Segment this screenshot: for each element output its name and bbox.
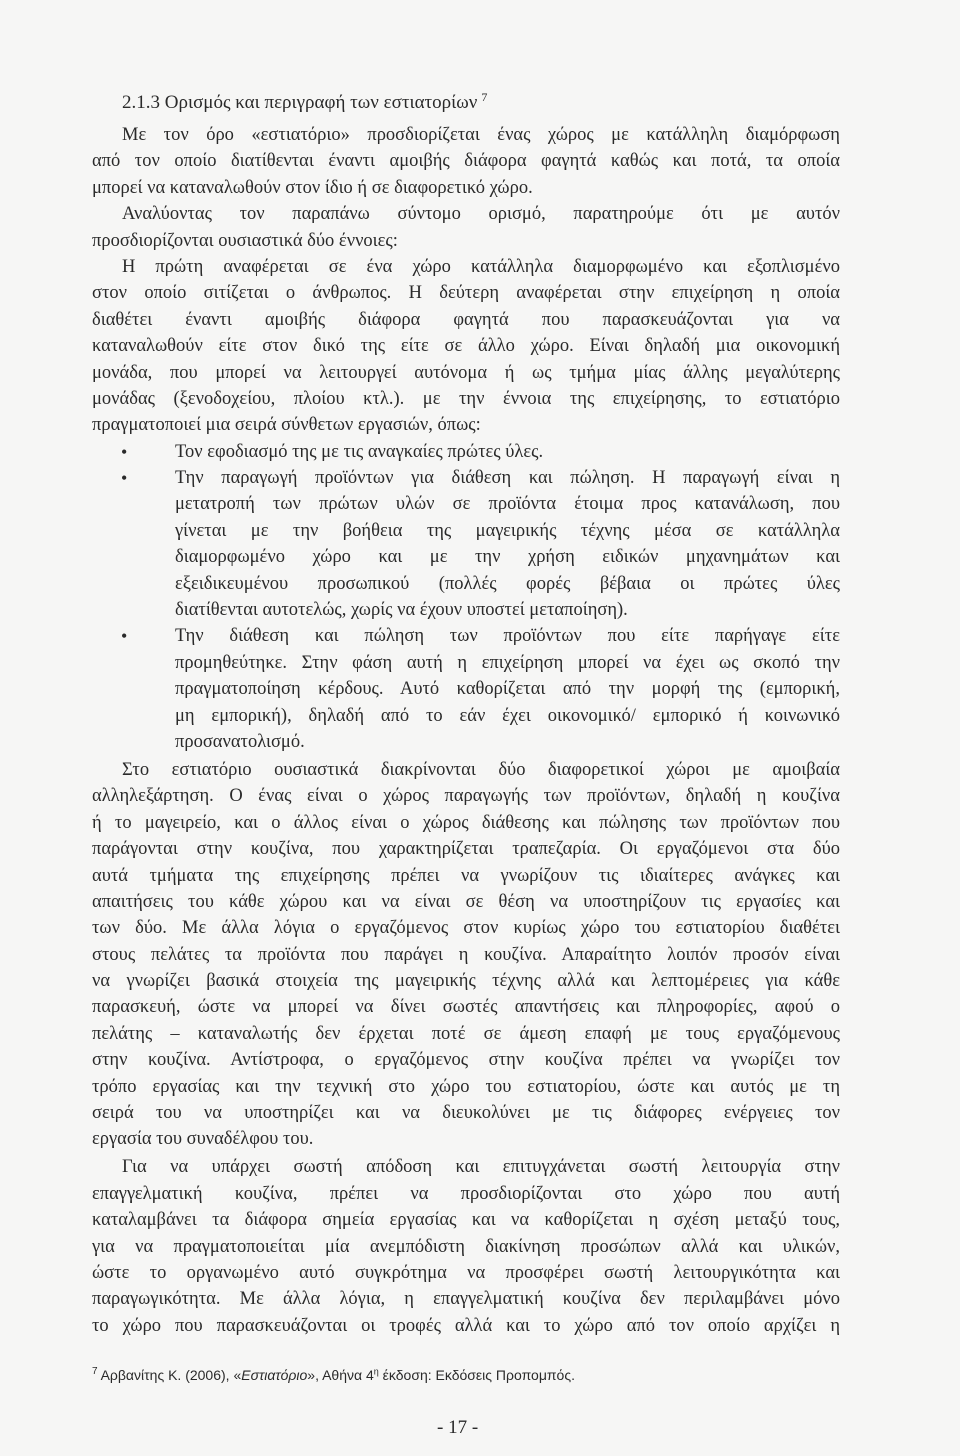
text-line: να γνωρίζει βασικά στοιχεία της μαγειρικής τέχνης αλλά και λεπτομέρειες για κάθε [92,971,840,992]
text-line: μπορεί να καταναλωθούν στον ίδιο ή σε διαφορετικό χώρο. [92,177,533,198]
footnote-marker: 7 [92,1366,98,1378]
paragraph-professional-kitchen [92,1154,840,1339]
section-heading-text: 2.1.3 Ορισμός και περιγραφή των εστιατορίων [122,92,478,113]
text-line: προσδιορίζονται ουσιαστικά δύο έννοιες: [92,230,398,251]
text-line: Τον εφοδιασμό της με τις αναγκαίες πρώτες ύλες. [175,441,544,462]
text-line: μονάδας (ξενοδοχείου, πλοίου κτλ.). με την έννοια της επιχείρησης, το εστιατόριο [92,388,840,409]
text-line: Η πρώτη αναφέρεται σε ένα χώρο κατάλληλα διαμορφωμένο και εξοπλισμένο [122,256,840,277]
footnote-reference: 7 [481,89,488,104]
footnote-edition-suffix: η [373,1366,379,1377]
footnote [92,1365,575,1385]
text-line: στον οποίο σιτίζεται ο άνθρωπος. Η δεύτερη αναφέρεται στην επιχείρηση η οποία [92,283,840,304]
text-line: προσανατολισμό. [175,731,305,752]
section-heading [122,90,487,116]
page-number: - 17 - [437,1417,479,1438]
text-line: σειρά του να υποστηρίζει και να διευκολύνει με τις διάφορες ενέργειες τον [92,1103,840,1124]
text-line: διαθέτει έναντι αμοιβής διάφορα φαγητά που παρασκευάζονται για να [92,309,840,330]
text-line: Με τον όρο «εστιατόριο» προσδιορίζεται ένας χώρος με κατάλληλη διαμόρφωση [122,125,840,145]
text-line: διατίθενται αυτοτελώς, χωρίς να έχουν υποστεί μεταποίηση). [175,600,628,621]
text-line: πελάτης – καταναλωτής δεν έρχεται ποτέ σε άμεση επαφή με τους εργαζόμενους [92,1023,840,1044]
list-item [92,439,840,465]
bullet-icon [121,623,127,649]
text-line: παρασκευή, ώστε να μπορεί να δίνει σωστές απαντήσεις και πληροφορίες, αφού ο [92,997,840,1018]
text-line: επαγγελματική κουζίνα, πρέπει να προσδιορίζονται στο χώρο που αυτή [92,1183,840,1204]
list-item [92,465,840,623]
text-line: Στο εστιατόριο ουσιαστικά διακρίνονται δύο διαφορετικοί χώροι με αμοιβαία [122,759,840,780]
text-line: διαμορφωμένο χώρο και με την χρήση ειδικών μηχανημάτων και [175,547,840,568]
list-item [92,623,840,755]
paragraph-two-concepts [92,254,840,439]
text-line: το χώρο που παρασκευάζονται οι τροφές αλλά και το χώρο από τον οποίο αρχίζει η [92,1315,840,1336]
text-line: μονάδα, που μπορεί να λειτουργεί αυτόνομα ή ως τμήμα μίας άλλης μεγαλύτερης [92,362,840,383]
text-line: ώστε το οργανωμένο αυτό συγκρότημα να προσφέρει σωστή λειτουργικότητα και [92,1262,840,1283]
text-line: στους πελάτες τα προϊόντα που παράγει η κουζίνα. Απαραίτητο λοιπόν προσόν είναι [92,944,840,965]
paragraph-analysis [92,201,840,254]
bullet-list [92,439,840,756]
text-line: παράγονται στην κουζίνα, που χαρακτηρίζεται τραπεζαρία. Οι εργαζόμενοι στα δύο [92,839,840,860]
text-line: των δύο. Με άλλα λόγια ο εργαζόμενος στον κυρίως χώρο του εστιατορίου διαθέτει [92,918,840,939]
paragraph-restaurant-areas [92,757,840,1153]
text-line: παραγωγικότητα. Με άλλα λόγια, η επαγγελματική κουζίνα δεν περιλαμβάνει μόνο [92,1289,840,1310]
bullet-icon [121,439,127,465]
text-line: απαιτήσεις του κάθε χώρου και να είναι σε θέση να υποστηρίζουν τις εργασίες και [92,891,840,912]
text-line: προμηθεύτηκε. Στην φάση αυτή η επιχείρηση μπορεί να έχει ως σκοπό την [175,652,840,673]
text-line: για να πραγματοποιείται μία ανεμπόδιστη διακίνηση προσώπων αλλά και υλικών, [92,1236,840,1257]
text-line: Την παραγωγή προϊόντων για διάθεση και πώληση. Η παραγωγή είναι η [175,468,840,489]
text-line: μη εμπορική), δηλαδή από το εάν έχει οικονομικό/ εμπορικό ή κοινωνικό [175,705,840,726]
text-line: Για να υπάρχει σωστή απόδοση και επιτυγχάνεται σωστή λειτουργία στην [122,1157,840,1178]
text-line: μετατροπή των πρώτων υλών σε προϊόντα έτοιμα προς κατανάλωση, που [175,494,840,515]
text-line: Αναλύοντας τον παραπάνω σύντομο ορισμό, παρατηρούμε ότι με αυτόν [122,204,840,225]
text-line: εξειδικευμένου προσωπικού (πολλές φορές βέβαια οι πρώτες ύλες [175,573,840,594]
text-line: από τον οποίο διατίθενται έναντι αμοιβής διάφορα φαγητά καθώς και ποτά, τα οποία [92,151,840,172]
bullet-icon [121,465,127,491]
footnote-text-mid: », Αθήνα 4 [307,1367,374,1383]
text-line: τρόπο εργασίας και την τεχνική στο χώρο του εστιατορίου, ώστε και αυτός με τη [92,1076,840,1097]
text-line: εργασία του συναδέλφου του. [92,1129,314,1150]
text-line: πραγματοποίηση κέρδους. Αυτό καθορίζεται από την μορφή της (εμπορική, [175,679,840,700]
body-text [92,122,840,1339]
text-line: καταναλωθούν είτε στον δικό της είτε σε άλλο χώρο. Είναι δηλαδή μια οικονομική [92,336,840,357]
footnote-book-title: Εστιατόριο [241,1367,308,1383]
text-line: στην κουζίνα. Αντίστροφα, ο εργαζόμενος στην κουζίνα πρέπει να γνωρίζει τον [92,1050,840,1071]
text-line: αλληλεξάρτηση. Ο ένας είναι ο χώρος παραγωγής των προϊόντων, δηλαδή η κουζίνα [92,786,840,807]
text-line: γίνεται με την βοήθεια της μαγειρικής τέχνης μέσα σε κατάλληλα [175,520,840,541]
text-line: πραγματοποιεί μια σειρά σύνθετων εργασιών, όπως: [92,415,481,436]
footnote-text-after: έκδοση: Εκδόσεις Προπομπός. [378,1367,575,1383]
text-line: καταλαμβάνει τα διάφορα σημεία εργασίας και να καθορίζεται η σχέση μεταξύ τους, [92,1210,840,1231]
text-line: ή το μαγειρείο, και ο άλλος είναι ο χώρος διάθεσης και πώλησης των προϊόντων που [92,812,840,833]
text-line: αυτά τμήματα της επιχείρησης πρέπει να γνωρίζουν τις ιδιαίτερες ανάγκες και [92,865,840,886]
footnote-text-before: Αρβανίτης Κ. (2006), « [100,1367,242,1383]
paragraph-definition [92,122,840,201]
text-line: Την διάθεση και πώληση των προϊόντων που είτε παρήγαγε είτε [175,626,840,647]
